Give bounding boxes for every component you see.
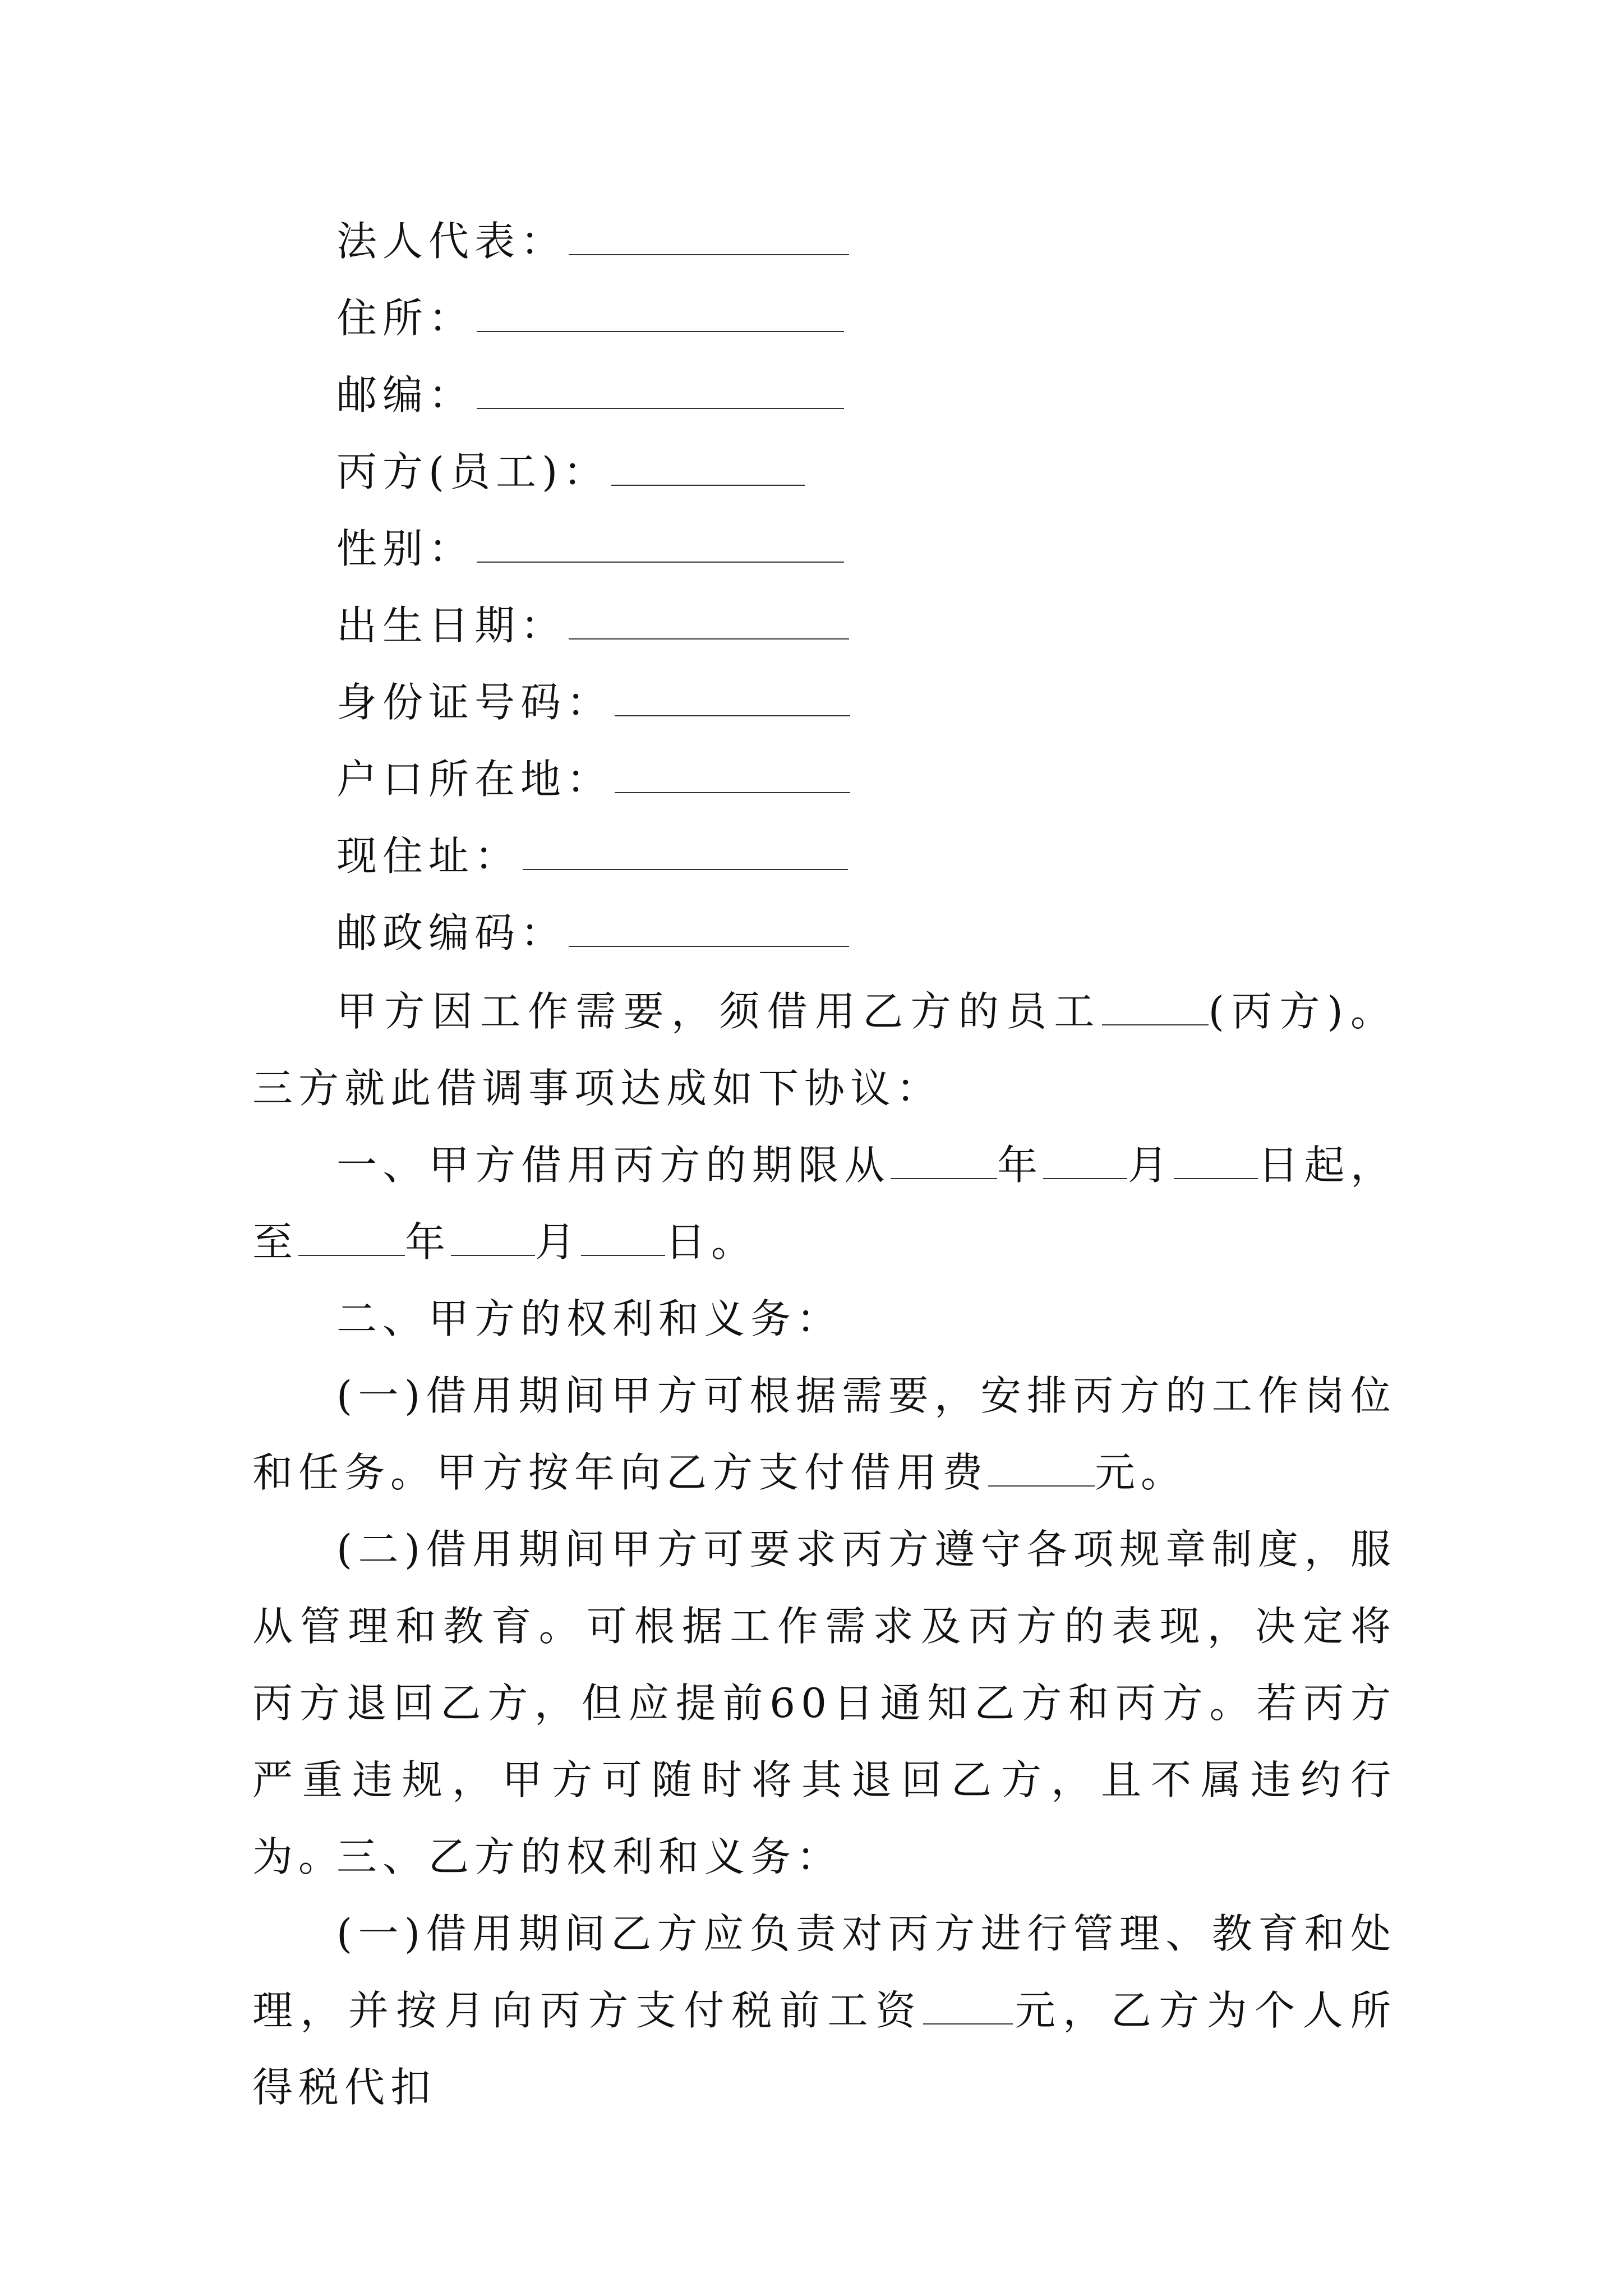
field-blank	[569, 220, 849, 255]
paragraph-text: 二、甲方的权利和义务：	[336, 1295, 843, 1342]
paragraph-text: 日起，至	[252, 1142, 1396, 1266]
field-blank	[615, 758, 850, 793]
field-legal-representative	[336, 216, 849, 266]
field-blank	[569, 912, 849, 947]
section-2-title	[252, 1281, 1396, 1358]
paragraph-text: (丙方)。三方就此借调事项达成如下协议：	[252, 988, 1396, 1112]
field-blank	[523, 835, 848, 870]
field-label: 住所：	[336, 295, 475, 342]
field-blank	[477, 297, 844, 332]
paragraph-term	[252, 1127, 1396, 1281]
paragraph-text: 年	[405, 1218, 451, 1266]
paragraph-intro	[252, 973, 1396, 1127]
blank-line	[1174, 1147, 1258, 1179]
paragraph-text: (一)借用期间甲方可根据需要，安排丙方的工作岗位和任务。甲方按年向乙方支付借用费	[252, 1372, 1396, 1496]
field-label: 身份证号码：	[336, 679, 613, 726]
paragraph-text: (二)借用期间甲方可要求丙方遵守各项规章制度，服从管理和教育。可根据工作需求及丙方的表现，决定将丙方退回乙方，但应提前60日通知乙方和丙方。若丙方严重违规，甲方可随时将其退回乙方，且不属违约行为。	[252, 1526, 1396, 1880]
paragraph-s2-1	[252, 1358, 1396, 1511]
paragraph-text: 甲方因工作需要，须借用乙方的员工	[336, 988, 1102, 1035]
field-blank	[569, 605, 849, 639]
field-current-address	[336, 831, 848, 881]
field-address	[336, 293, 844, 343]
paragraph-text: 日。	[665, 1218, 758, 1266]
field-blank	[611, 451, 805, 486]
blank-line	[923, 1992, 1013, 2024]
blank-line	[988, 1454, 1095, 1487]
field-blank	[477, 528, 844, 563]
paragraph-s3-1	[252, 1895, 1396, 2126]
blank-line	[1102, 993, 1209, 1025]
field-label: 性别：	[336, 525, 475, 572]
field-label: 丙方(员工)：	[336, 448, 610, 495]
field-label: 邮政编码：	[336, 909, 567, 956]
paragraph-text: 月	[1127, 1142, 1174, 1189]
field-id-number	[336, 677, 850, 728]
field-household-location	[336, 754, 850, 804]
field-label: 邮编：	[336, 371, 475, 418]
blank-line	[891, 1147, 997, 1179]
paragraph-text: 月	[535, 1218, 582, 1266]
field-label: 法人代表：	[336, 218, 567, 265]
blank-line	[298, 1223, 405, 1256]
blank-line	[451, 1223, 535, 1256]
blank-line	[1043, 1147, 1127, 1179]
paragraph-text: 元。	[1095, 1449, 1187, 1496]
paragraph-text: (一)借用期间乙方应负责对丙方进行管理、教育和处理，并按月向丙方支付税前工资	[252, 1910, 1396, 2034]
field-party-c-employee	[336, 447, 805, 497]
field-gender	[336, 523, 844, 574]
field-blank	[477, 374, 844, 409]
field-label: 户口所在地：	[336, 756, 613, 803]
field-postcode	[336, 370, 844, 420]
field-postal-code	[336, 908, 849, 958]
paragraph-text: 三、乙方的权利和义务：	[336, 1833, 843, 1880]
field-label: 出生日期：	[336, 602, 567, 649]
section-3-title	[252, 1819, 1396, 1895]
blank-line	[581, 1223, 665, 1256]
paragraph-text: 元，乙方为个人所得税代扣	[252, 1987, 1396, 2111]
field-birth-date	[336, 600, 849, 651]
field-label: 现住址：	[336, 832, 521, 880]
field-blank	[615, 682, 850, 716]
paragraph-text: 一、甲方借用丙方的期限从	[336, 1142, 891, 1189]
paragraph-text: 年	[997, 1142, 1044, 1189]
